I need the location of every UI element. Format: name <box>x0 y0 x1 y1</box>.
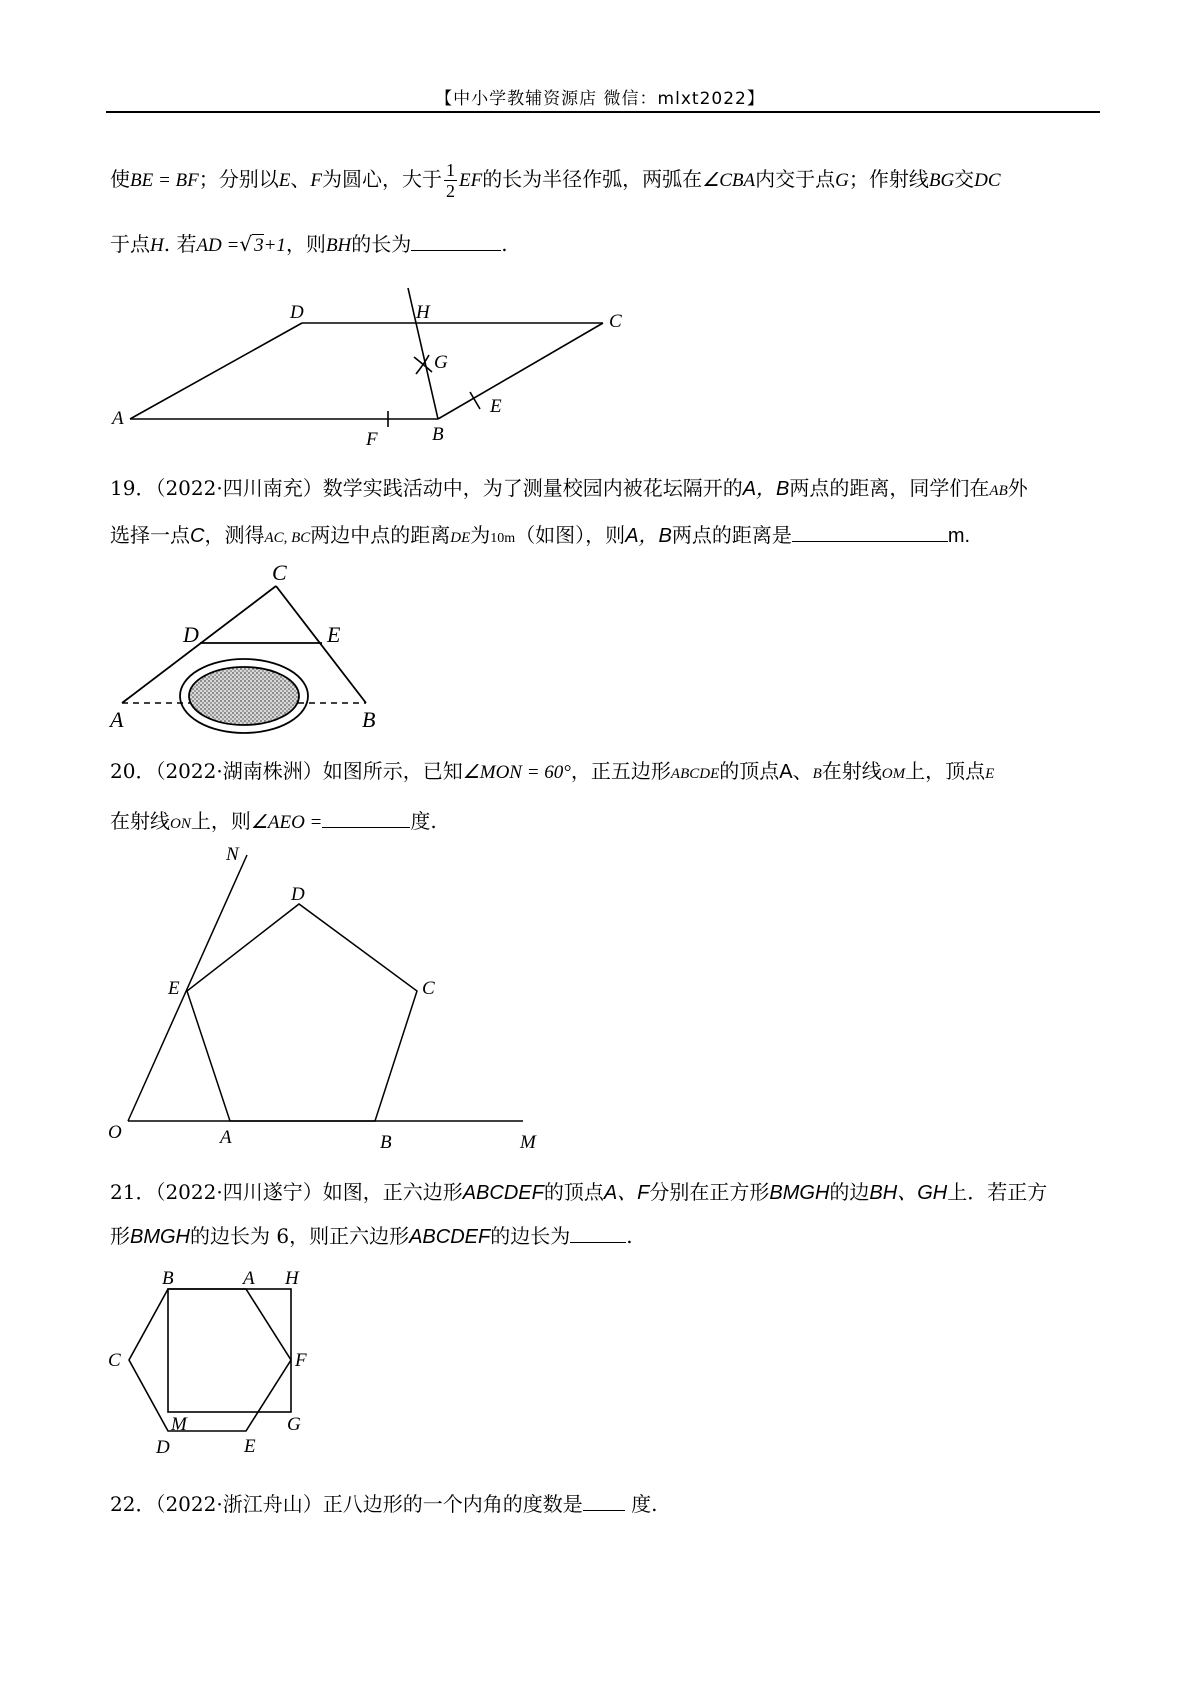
label-c: C <box>272 560 287 585</box>
label-a: A <box>243 1268 255 1289</box>
q21-line-1: 21．（2022·四川遂宁）如图，正六边形ABCDEF的顶点A、F分别在正方形BMGH的边BH、GH上．若正方 <box>110 1180 1048 1204</box>
label-e: E <box>168 978 180 999</box>
tick-e <box>470 392 480 409</box>
label-h: H <box>416 302 430 323</box>
answer-blank-q21[interactable] <box>570 1241 626 1243</box>
edge-bc <box>438 323 603 419</box>
label-h: H <box>285 1268 299 1289</box>
label-b: B <box>432 424 444 445</box>
label-f: F <box>295 1350 307 1371</box>
q18-line-2: 于点H. 若AD =√ 3+1，则BH的长为 . <box>110 232 508 256</box>
label-a: A <box>110 707 124 732</box>
ray-bg <box>408 288 438 419</box>
label-b: B <box>162 1268 174 1289</box>
arc-g-1 <box>414 357 432 372</box>
label-n: N <box>226 844 239 865</box>
q18-line-1: 使BE = BF；分别以E、F为圆心，大于 $\frac{1}{2}$ EF的长为半径作弧，两弧在∠CBA内交于点G；作射线BG交DC <box>110 160 1001 201</box>
side-ca <box>122 586 276 703</box>
edge-da <box>130 323 302 419</box>
label-c: C <box>108 1350 121 1371</box>
q20-line-2: 在射线ON上，则∠AEO = 度. <box>110 809 437 833</box>
label-d: D <box>290 302 304 323</box>
label-m: M <box>520 1132 536 1153</box>
label-f: F <box>366 429 378 450</box>
page-header: 【中小学教辅资源店 微信：mlxt2022】 <box>435 89 765 109</box>
arc-g-2 <box>416 355 429 374</box>
label-b: B <box>362 707 376 732</box>
label-g: G <box>287 1414 301 1435</box>
label-b: B <box>380 1132 392 1153</box>
square-bmgh <box>168 1289 291 1412</box>
side-cb <box>276 586 366 703</box>
flower-bed-outer <box>180 659 308 733</box>
label-d: D <box>156 1437 170 1458</box>
hexagon-abcdef <box>129 1289 291 1431</box>
answer-blank-q22[interactable] <box>583 1509 625 1511</box>
label-a: A <box>220 1127 232 1148</box>
label-o: O <box>108 1122 122 1143</box>
label-e: E <box>490 396 502 417</box>
answer-blank-q20[interactable] <box>322 826 410 828</box>
label-c: C <box>422 978 435 999</box>
header-rule <box>106 111 1100 113</box>
label-a: A <box>112 408 124 429</box>
label-m: M <box>171 1414 187 1435</box>
label-e: E <box>327 622 341 647</box>
label-e: E <box>244 1436 256 1457</box>
answer-blank-q19[interactable] <box>792 540 948 542</box>
flower-bed-inner <box>189 667 299 725</box>
label-g: G <box>434 352 448 373</box>
q20-line-1: 20．（2022·湖南株洲）如图所示，已知∠MON = 60°，正五边形ABCDE的顶点A、B在射线OM上，顶点E <box>110 759 995 783</box>
q19-line-1: 19．（2022·四川南充）数学实践活动中，为了测量校园内被花坛隔开的A，B两点的距离，同学们在AB外 <box>110 476 1028 500</box>
label-d: D <box>183 622 199 647</box>
q19-line-2: 选择一点C，测得AC, BC两边中点的距离DE为10m（如图），则A，B两点的距离是 m. <box>110 523 971 547</box>
answer-blank-q18[interactable] <box>411 249 501 251</box>
label-d: D <box>291 884 305 905</box>
q22-line: 22．（2022·浙江舟山）正八边形的一个内角的度数是 度. <box>110 1492 658 1516</box>
pentagon-abcde <box>187 904 417 1121</box>
ray-on <box>128 855 247 1121</box>
fraction-one-half: $\frac{1}{2}$ <box>445 160 455 201</box>
q21-line-2: 形BMGH的边长为 6，则正六边形ABCDEF的边长为 . <box>110 1224 633 1248</box>
label-c: C <box>609 311 622 332</box>
